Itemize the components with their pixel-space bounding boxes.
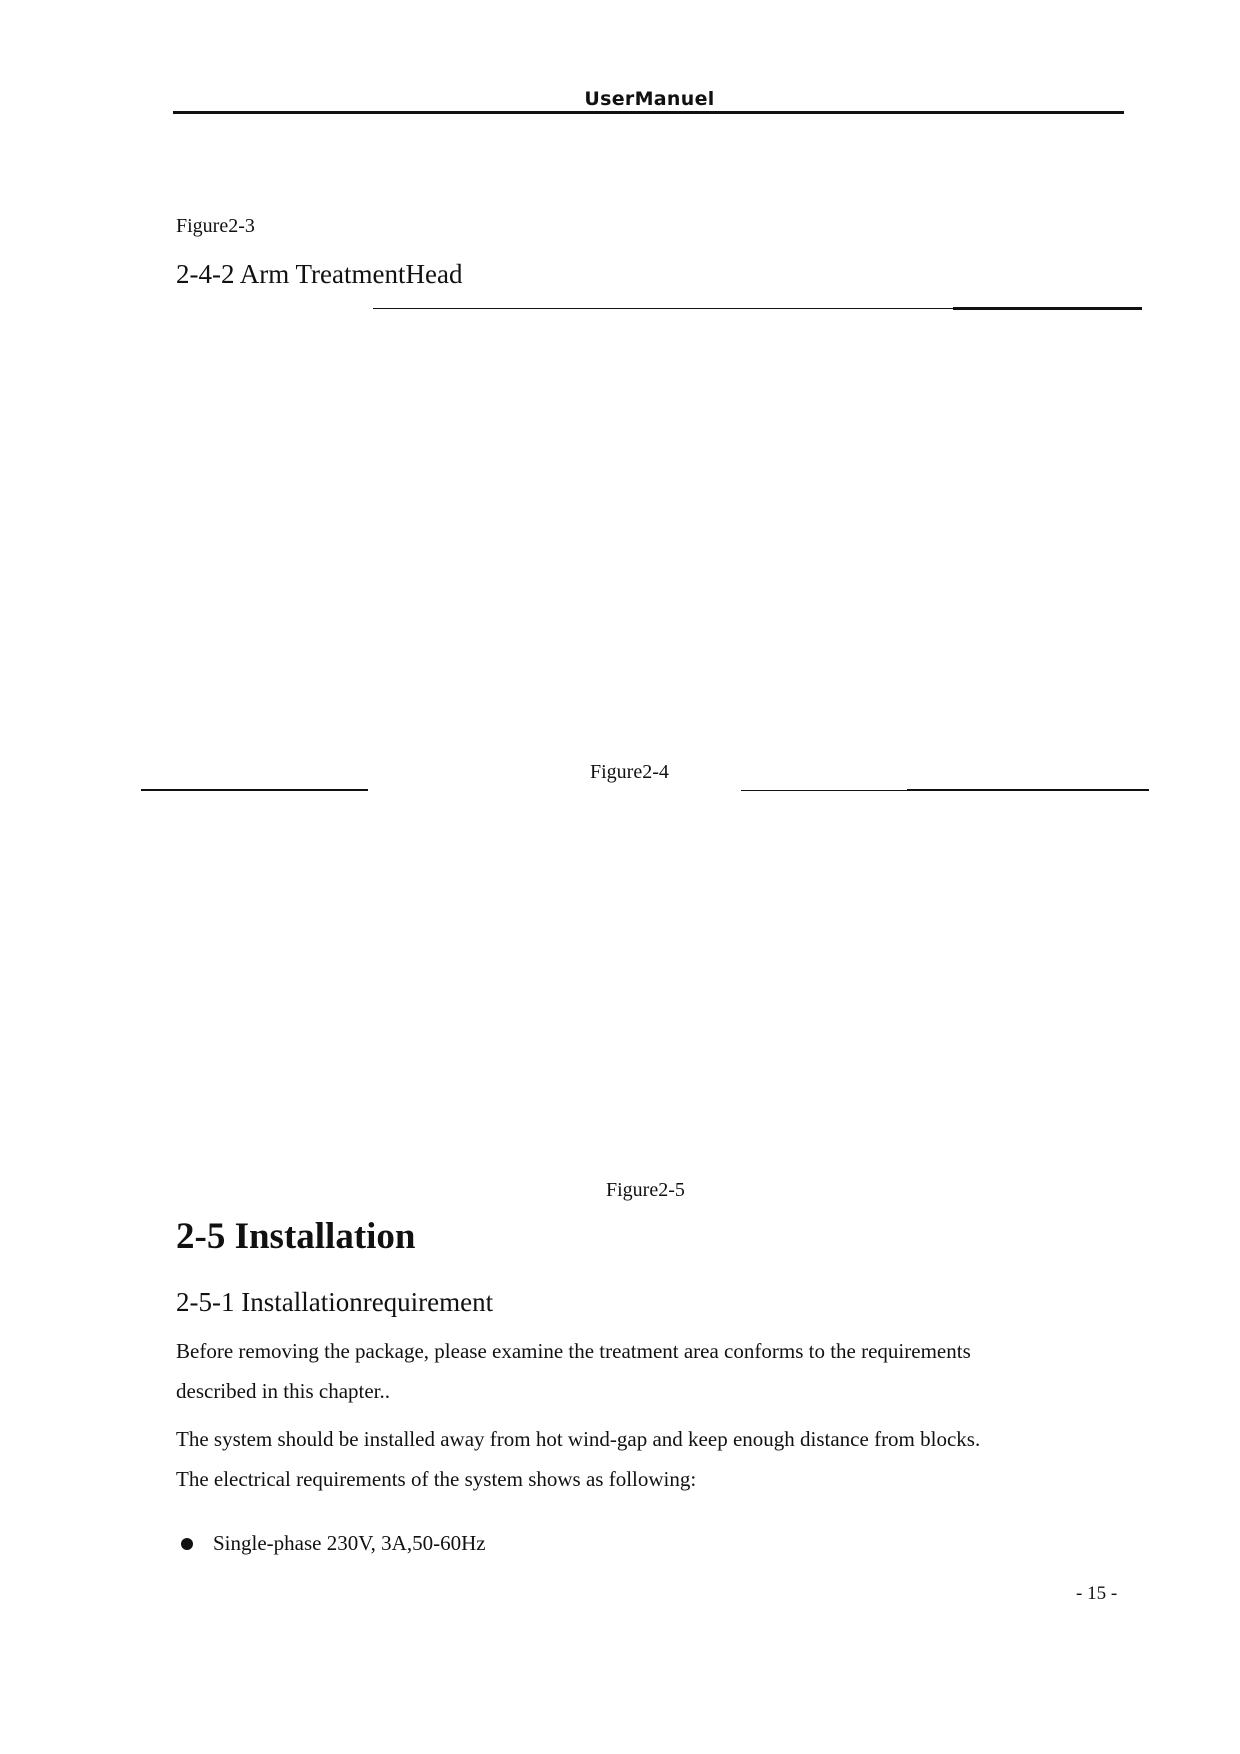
bullet-item-power: Single-phase 230V, 3A,50-60Hz — [213, 1531, 486, 1555]
figure-2-3-caption: Figure2-3 — [176, 215, 255, 237]
header-rule — [173, 111, 1124, 114]
paragraph-2-line-1: The system should be installed away from hot wind-gap and keep enough distance from blocks. — [176, 1427, 981, 1451]
figure-2-4-right-line-thick — [907, 789, 1149, 791]
figure-2-4-caption: Figure2-4 — [590, 761, 669, 783]
paragraph-1-line-2: described in this chapter.. — [176, 1379, 391, 1403]
section-heading-arm-treatment-head: 2-4-2 Arm TreatmentHead — [176, 259, 463, 289]
figure-2-5-caption: Figure2-5 — [606, 1179, 685, 1201]
paragraph-1-line-1: Before removing the package, please examine the treatment area conforms to the requirements — [176, 1339, 971, 1363]
section-title-installation: 2-5 Installation — [176, 1216, 416, 1257]
paragraph-2-line-2: The electrical requirements of the system shows as following: — [176, 1467, 697, 1491]
divider-line-thick — [953, 307, 1142, 310]
section-heading-installation-requirement: 2-5-1 Installationrequirement — [176, 1287, 494, 1317]
figure-2-4-left-line — [141, 789, 368, 791]
figure-2-4-right-line-thin — [741, 790, 907, 791]
divider-line-thin — [373, 308, 953, 309]
header-title: UserManuel — [584, 88, 715, 110]
page-number: - 15 - — [1076, 1583, 1118, 1604]
bullet-icon — [181, 1538, 193, 1550]
